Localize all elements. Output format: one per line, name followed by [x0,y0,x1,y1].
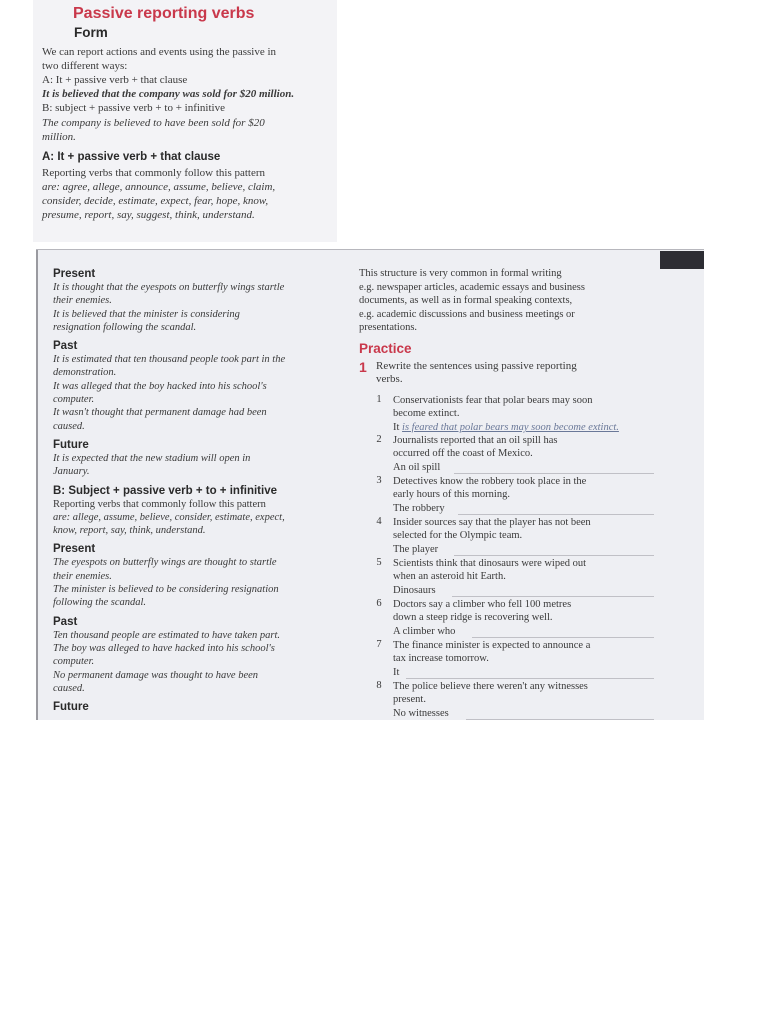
item-sentence-line-1: Detectives know the robbery took place in the [393,476,587,487]
present2-line-1: The eyespots on butterfly wings are thought to startle [53,557,277,569]
exercise-instruction-2: verbs. [376,373,403,385]
item-number: 5 [376,557,382,568]
item-number: 4 [376,516,382,527]
section-b-line-1: Reporting verbs that commonly follow this pattern [53,498,266,510]
past2-line-2: The boy was alleged to have hacked into his school's [53,642,275,654]
future-heading: Future [53,438,89,451]
item-sentence-line-1: Scientists think that dinosaurs were wiped out [393,558,587,569]
intro-right-line-5: presentations. [359,322,418,333]
intro-right-line-1: This structure is very common in formal writing [359,268,562,279]
past-line-4: computer. [53,394,95,406]
item-sentence-line-2: tax increase tomorrow. [393,653,489,664]
section-b-line-3: know, report, say, think, understand. [53,525,206,537]
future-line-1: It is expected that the new stadium will open in [53,452,251,464]
item-sentence-line-1: Journalists reported that an oil spill has [393,435,558,446]
past-line-2: demonstration. [53,367,117,379]
item-sentence-line-2: early hours of this morning. [393,489,510,500]
section-a-line-4: presume, report, say, suggest, think, understand. [42,209,255,221]
item-sentence-line-1: Conservationists fear that polar bears may soon [393,395,593,406]
present2-heading: Present [53,543,96,556]
item-answer-prompt: The robbery [393,503,445,514]
answer-line[interactable] [454,555,654,556]
section-b-heading: B: Subject + passive verb + to + infinitive [53,484,278,497]
present2-line-2: their enemies. [53,570,112,582]
section-b-line-2: are: allege, assume, believe, consider, estimate, expect, [53,511,285,523]
item-answer-prompt [393,421,619,435]
answer-line[interactable] [472,637,654,638]
form-heading: Form [74,25,108,40]
page-edge [36,249,38,720]
past-line-6: caused. [53,420,85,432]
item-sentence-line-2: occurred off the coast of Mexico. [393,448,533,459]
answer-line[interactable] [406,678,654,679]
item-answer-prompt: An oil spill [393,462,441,473]
present-heading: Present [53,268,96,280]
answer-line[interactable] [466,719,654,720]
section-a-line-2: are: agree, allege, announce, assume, believe, claim, [42,181,276,193]
item-sentence-line-2: when an asteroid hit Earth. [393,571,506,582]
answer-line[interactable] [452,596,654,597]
item-sentence-line-1: The finance minister is expected to announce a [393,640,591,651]
intro-right-line-3: documents, as well as in formal speaking contexts, [359,295,573,306]
item-sentence-line-2: become extinct. [393,408,460,419]
item-sentence-line-2: down a steep ridge is recovering well. [393,612,553,623]
practice-heading: Practice [359,341,412,356]
item-answer-prompt: A climber who [393,626,456,637]
pattern-b: B: subject + passive verb + to + infinitive [42,102,225,114]
answer-line[interactable] [458,514,654,515]
item-sentence-line-1: Insider sources say that the player has not been [393,517,591,528]
main-panel [36,249,704,720]
future-line-2: January. [53,466,90,478]
item-number: 6 [376,598,382,609]
answer-stem: It [393,422,400,433]
answer-line[interactable] [454,473,654,474]
item-number: 1 [376,394,382,405]
section-a-line-1: Reporting verbs that commonly follow this pattern [42,167,266,179]
present-line-3: It is believed that the minister is considering [53,308,240,320]
past2-line-5: caused. [53,682,85,694]
example-b-line-1: The company is believed to have been sold for $20 [42,117,265,129]
item-sentence-line-1: The police believe there weren't any witnesses [393,681,588,692]
past-line-5: It wasn't thought that permanent damage had been [53,407,267,419]
past2-line-3: computer. [53,656,95,668]
intro-right-line-2: e.g. newspaper articles, academic essays and business [359,281,585,293]
exercise-instruction-1: Rewrite the sentences using passive reporting [376,360,577,372]
pattern-a: A: It + passive verb + that clause [42,74,188,86]
past2-heading: Past [53,615,78,628]
example-b-line-2: million. [42,131,76,143]
right-intro [359,267,659,335]
present2-line-3: The minister is believed to be considering resignation [53,584,279,596]
item-sentence-line-2: selected for the Olympic team. [393,530,523,541]
page-top-line [36,249,704,250]
future2-heading: Future [53,701,89,714]
past-line-3: It was alleged that the boy hacked into his school's [53,380,267,392]
form-panel [33,0,337,242]
item-answer-prompt: The player [393,544,439,555]
exercise-number: 1 [359,359,367,375]
item-answer-prompt: Dinosaurs [393,585,436,596]
page-corner-tab [660,251,704,269]
past-heading: Past [53,340,78,353]
present-line-4: resignation following the scandal. [53,321,197,333]
item-answer-prompt: No witnesses [393,708,449,719]
item-sentence-line-2: present. [393,694,426,705]
item-answer-prompt: It [393,667,400,678]
item-number: 8 [376,680,382,691]
left-column [53,267,343,714]
present-line-2: their enemies. [53,295,112,307]
past-line-1: It is estimated that ten thousand people took part in the [53,354,286,366]
present2-line-4: following the scandal. [53,597,147,609]
section-a-line-3: consider, decide, estimate, expect, fear, hope, know, [42,195,269,207]
example-answer: is feared that polar bears may soon become extinct. [402,422,619,433]
intro-right-line-4: e.g. academic discussions and business meetings or [359,308,575,320]
page-title: Passive reporting verbs [73,5,255,22]
present-line-1: It is thought that the eyespots on butterfly wings startle [53,282,285,293]
item-number: 2 [376,434,382,445]
item-number: 7 [376,639,382,650]
item-sentence-line-1: Doctors say a climber who fell 100 metres [393,599,572,610]
past2-line-1: Ten thousand people are estimated to have taken part. [53,629,280,641]
item-number: 3 [376,475,382,486]
example-a: It is believed that the company was sold for $20 million. [42,88,295,100]
past2-line-4: No permanent damage was thought to have been [53,669,259,681]
intro-line-1: We can report actions and events using the passive in [42,46,277,58]
intro-line-2: two different ways: [42,60,128,72]
section-a-heading: A: It + passive verb + that clause [42,151,221,163]
